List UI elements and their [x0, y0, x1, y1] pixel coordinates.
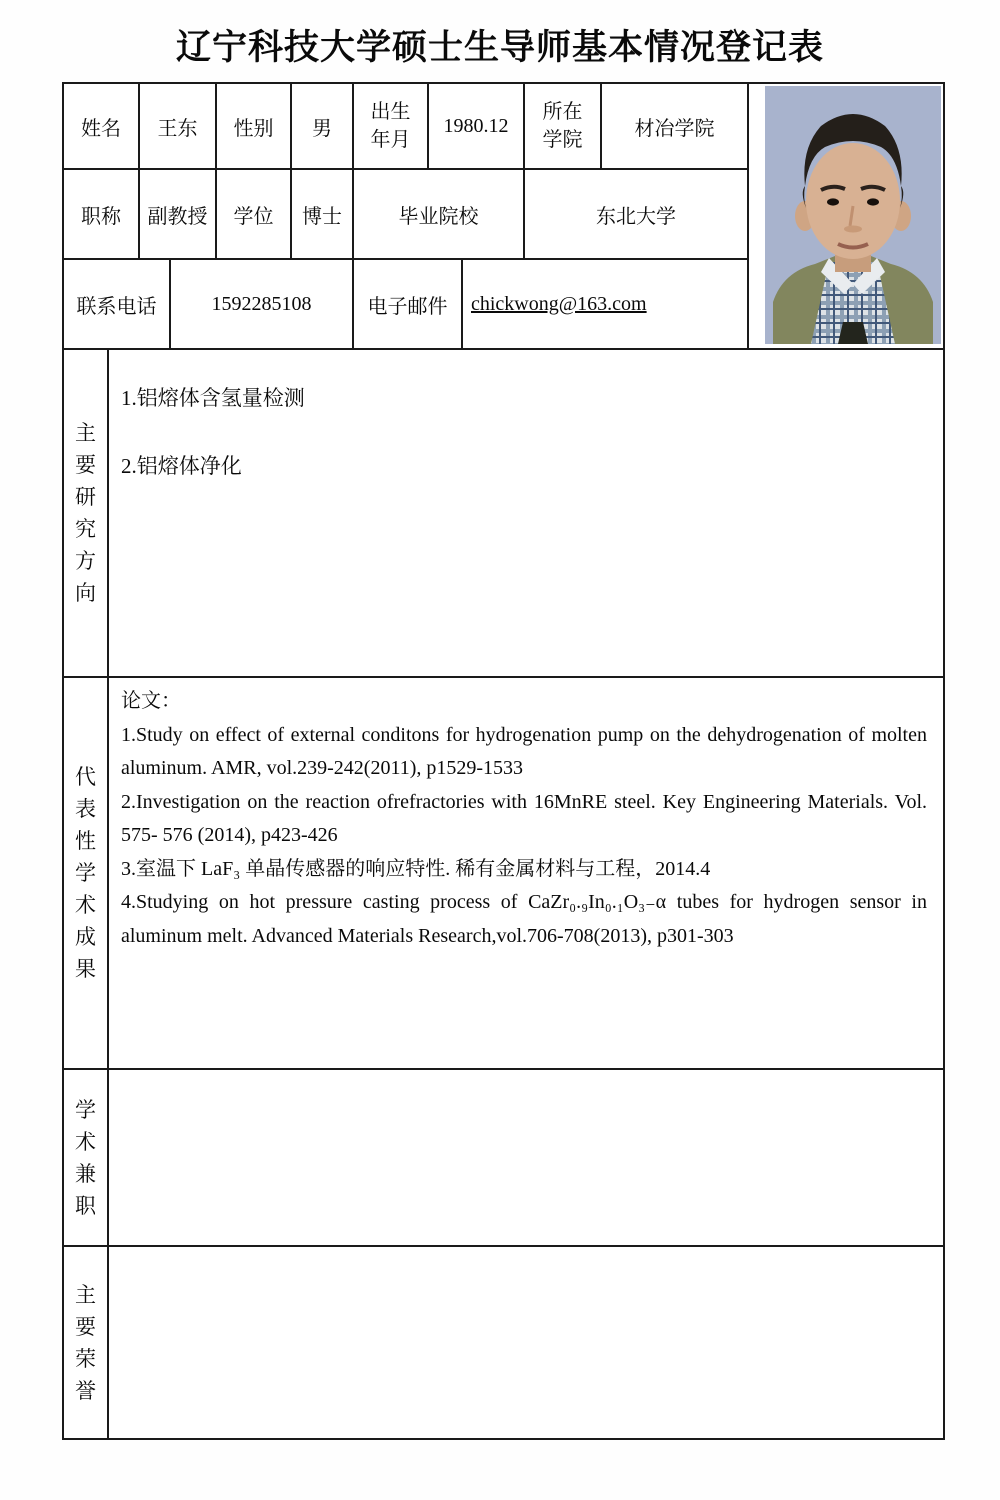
paper-item: 1.Study on effect of external conditons for hydrogenation pump on the dehydrogenation of molten aluminum. AMR, vol.239-242(2011), p1529-1533 — [121, 723, 927, 779]
honors-section-label: 主要荣誉 — [64, 1247, 109, 1438]
name-value: 王东 — [140, 84, 217, 170]
email-cell — [463, 260, 749, 350]
degree-value: 博士 — [292, 170, 354, 260]
school-label: 毕业院校 — [354, 170, 525, 260]
email-label: 电子邮件 — [354, 260, 463, 350]
positions-section-label: 学术兼职 — [64, 1070, 109, 1247]
achievements-content — [109, 678, 943, 1070]
school-value: 东北大学 — [525, 170, 749, 260]
birth-value: 1980.12 — [429, 84, 525, 170]
research-item: 1.铝熔体含氢量检测 — [121, 386, 305, 410]
phone-label: 联系电话 — [64, 260, 171, 350]
name-label: 姓名 — [64, 84, 140, 170]
papers-heading: 论文： — [121, 690, 181, 712]
gender-value: 男 — [292, 84, 354, 170]
portrait-photo — [765, 86, 941, 344]
college-label: 所在学院 — [525, 84, 602, 170]
job-title-value: 副教授 — [140, 170, 217, 260]
college-value: 材冶学院 — [602, 84, 749, 170]
honors-content — [109, 1247, 943, 1438]
paper-item: 3.室温下 LaF₃ 单晶传感器的响应特性. 稀有金属材料与工程，2014.4 — [121, 857, 711, 880]
paper-item: 2.Investigation on the reaction ofrefractories with 16MnRE steel. Key Engineering Materials. Vol. 575- 576 (2014), p423-426 — [121, 790, 927, 846]
photo-cell — [749, 84, 943, 350]
page-title: 辽宁科技大学硕士生导师基本情况登记表 — [175, 28, 824, 67]
gender-label: 性别 — [217, 84, 292, 170]
research-content — [109, 350, 943, 678]
job-title-label: 职称 — [64, 170, 140, 260]
phone-value: 1592285108 — [171, 260, 354, 350]
research-item: 2.铝熔体净化 — [121, 454, 242, 478]
research-section-label: 主要研究方向 — [64, 350, 109, 678]
email-link[interactable]: chickwong@163.com — [471, 292, 647, 315]
paper-item: 4.Studying on hot pressure casting process of CaZr₀.₉In₀.₁O₃₋α tubes for hydrogen sensor in aluminum melt. Advanced Materials Research,vol.706-708(2013), p301-303 — [121, 891, 927, 947]
positions-content — [109, 1070, 943, 1247]
achievements-section-label: 代表性学术成果 — [64, 678, 109, 1070]
birth-label: 出生年月 — [354, 84, 429, 170]
form-table — [62, 82, 945, 1440]
degree-label: 学位 — [217, 170, 292, 260]
